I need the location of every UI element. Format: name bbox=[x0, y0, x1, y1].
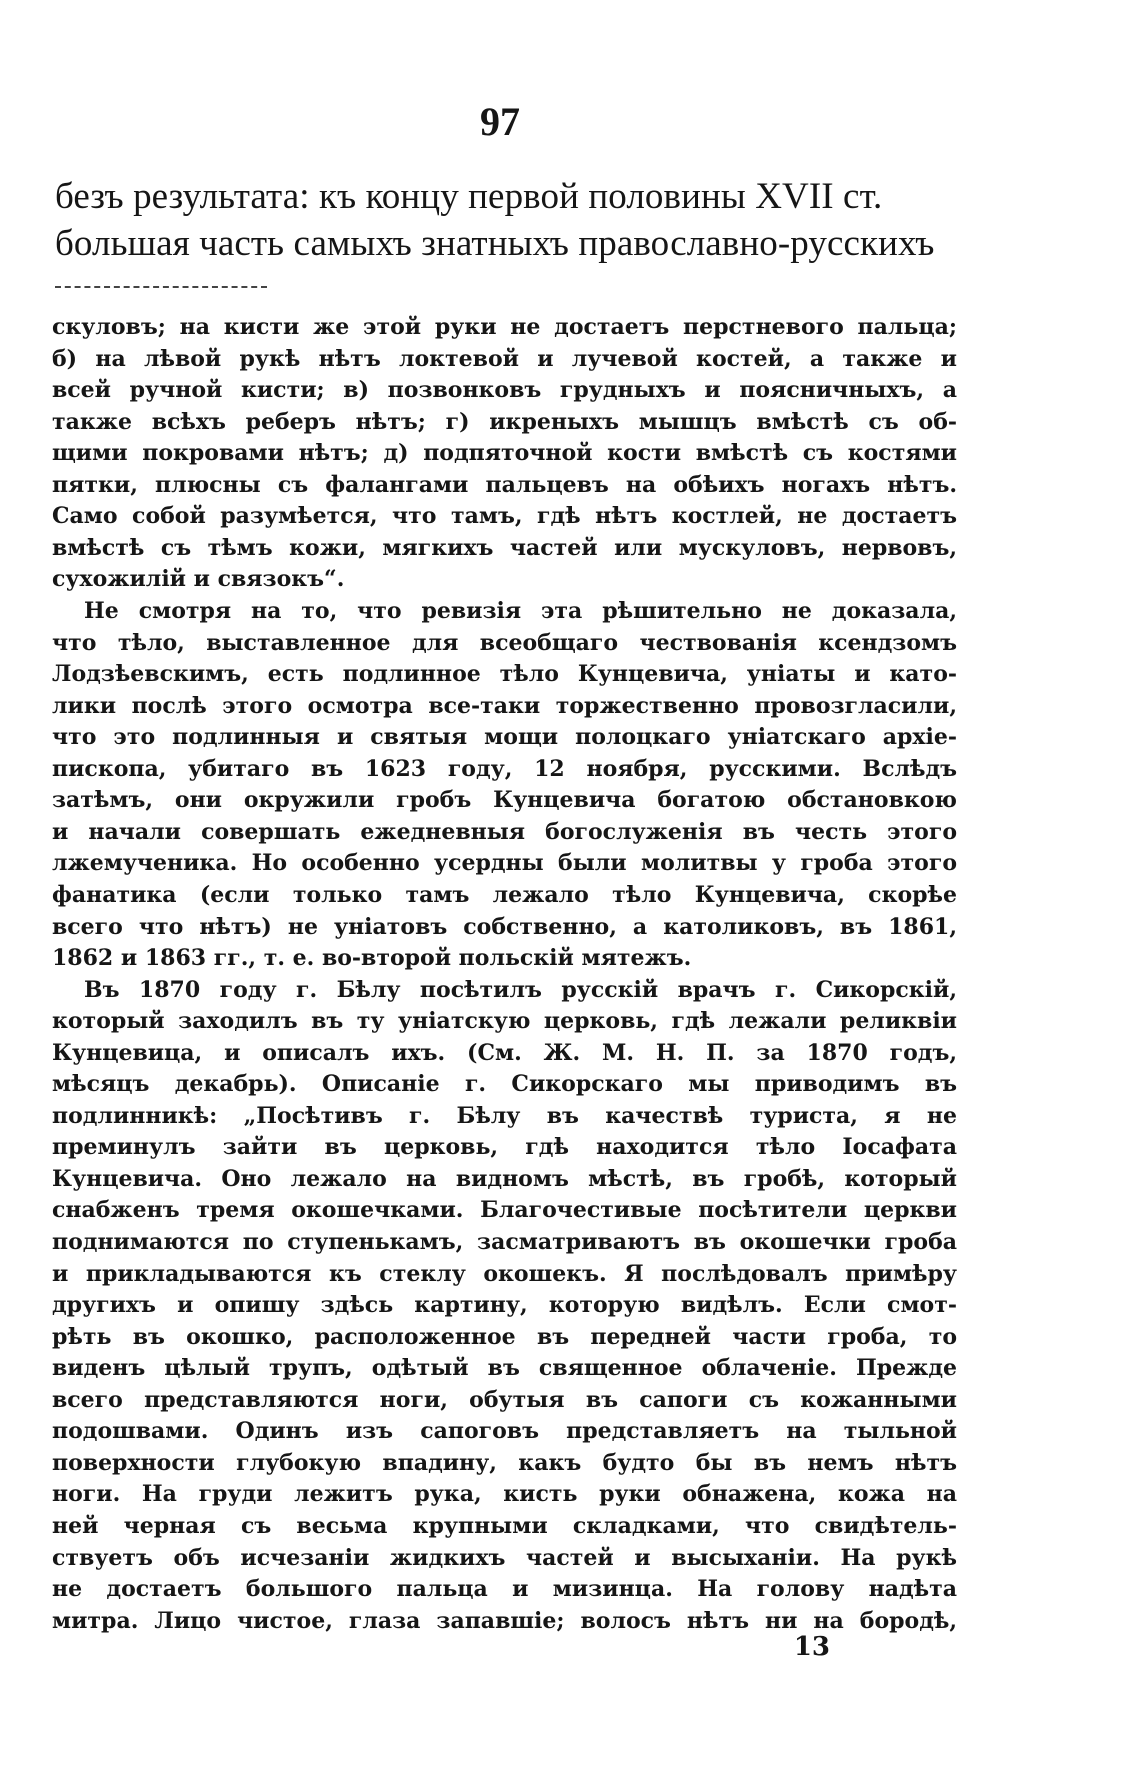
text-line: лжемученика. Но особенно усердны были молитвы у гроба этого bbox=[52, 850, 957, 877]
text-line: скуловъ; на кисти же этой руки не достаетъ перстневого пальца; bbox=[52, 314, 957, 340]
text-line: что это подлинныя и святыя мощи полоцкаго уніатскаго архіе- bbox=[52, 724, 957, 751]
text-line: пятки, плюсны съ фалангами пальцевъ на обѣихъ ногахъ нѣтъ. bbox=[52, 471, 957, 498]
text-line: Не смотря на то, что ревизія эта рѣшительно не доказала, bbox=[84, 598, 957, 624]
text-line: сухожилій и связокъ“. bbox=[52, 566, 345, 593]
text-line: лики послѣ этого осмотра все-таки торжественно провозгласили, bbox=[52, 692, 957, 719]
text-line: всего что нѣтъ) не уніатовъ собственно, а католиковъ, въ 1861, bbox=[52, 913, 957, 940]
text-line: снабженъ тремя окошечками. Благочестивые посѣтители церкви bbox=[52, 1197, 957, 1224]
text-line: пископа, убитаго въ 1623 году, 12 ноября, русскими. Вслѣдъ bbox=[52, 755, 957, 782]
text-line: преминулъ зайти въ церковь, гдѣ находится тѣло Іосафата bbox=[52, 1134, 957, 1161]
text-line: Кунцевича. Оно лежало на видномъ мѣстѣ, въ гробѣ, который bbox=[52, 1165, 957, 1192]
text-line: поднимаются по ступенькамъ, засматриваютъ въ окошечки гроба bbox=[52, 1229, 957, 1255]
page-number: 97 bbox=[480, 99, 520, 144]
text-line: поверхности глубокую впадину, какъ будто бы въ немъ нѣтъ bbox=[52, 1449, 957, 1476]
text-line: подошвами. Одинъ изъ сапоговъ представляетъ на тыльной bbox=[52, 1418, 957, 1445]
text-line: и начали совершать ежедневныя богослуженія въ честь этого bbox=[52, 818, 957, 845]
text-line: Кунцевица, и описалъ ихъ. (См. Ж. М. Н. П. за 1870 годъ, bbox=[52, 1039, 957, 1066]
text-line: Само собой разумѣется, что тамъ, гдѣ нѣтъ костлей, не достаетъ bbox=[52, 503, 957, 530]
text-line: ней черная съ весьма крупными складками, что свидѣтель- bbox=[52, 1512, 957, 1539]
text-line: всей ручной кисти; в) позвонковъ грудныхъ и поясничныхъ, а bbox=[52, 377, 957, 404]
text-line: щими покровами нѣтъ; д) подпяточной кости вмѣстѣ съ костями bbox=[52, 440, 957, 467]
top-line-2: большая часть самыхъ знатныхъ православно-русскихъ bbox=[55, 223, 935, 264]
text-line: виденъ цѣлый трупъ, одѣтый въ священное облаченіе. Прежде bbox=[52, 1355, 957, 1382]
text-line: 1862 и 1863 гг., т. е. во-второй польскій мятежъ. bbox=[52, 945, 692, 971]
text-line: затѣмъ, они окружили гробъ Кунцевича богатою обстановкою bbox=[52, 787, 957, 814]
text-line: который заходилъ въ ту уніатскую церковь, гдѣ лежали реликвіи bbox=[52, 1008, 957, 1035]
text-line: б) на лѣвой рукѣ нѣтъ локтевой и лучевой костей, а также и bbox=[52, 345, 957, 372]
text-line: вмѣстѣ съ тѣмъ кожи, мягкихъ частей или мускуловъ, нервовъ, bbox=[52, 534, 957, 561]
signature-mark: 13 bbox=[793, 1632, 830, 1662]
text-line: фанатика (если только тамъ лежало тѣло Кунцевича, скорѣе bbox=[52, 881, 957, 908]
text-line: рѣть въ окошко, расположенное въ передней части гроба, то bbox=[52, 1323, 957, 1350]
text-line: Лодзѣевскимъ, есть подлинное тѣло Кунцевича, уніаты и като- bbox=[52, 661, 957, 687]
text-line: что тѣло, выставленное для всеобщаго чествованія ксендзомъ bbox=[52, 629, 957, 656]
text-line: мѣсяцъ декабрь). Описаніе г. Сикорскаго мы приводимъ въ bbox=[52, 1071, 957, 1098]
text-line: и прикладываются къ стеклу окошекъ. Я послѣдовалъ примѣру bbox=[52, 1260, 957, 1287]
text-line: подлинникѣ: „Посѣтивъ г. Бѣлу въ качествѣ туриста, я не bbox=[52, 1102, 957, 1129]
text-line: ноги. На груди лежитъ рука, кисть руки обнажена, кожа на bbox=[52, 1481, 957, 1508]
text-line: всего представляются ноги, обутыя въ сапоги съ кожанными bbox=[52, 1386, 957, 1413]
text-line: ствуетъ объ исчезаніи жидкихъ частей и высыханіи. На рукѣ bbox=[52, 1544, 957, 1571]
text-line: другихъ и опишу здѣсь картину, которую видѣлъ. Если смот- bbox=[52, 1292, 957, 1319]
footnote-separator bbox=[55, 286, 267, 288]
text-line: не достаетъ большого пальца и мизинца. На голову надѣта bbox=[52, 1576, 957, 1602]
top-line-1: безъ результата: къ концу первой половины XVII ст. bbox=[55, 176, 883, 217]
text-line: митра. Лицо чистое, глаза запавшіе; волосъ нѣтъ ни на бородѣ, bbox=[52, 1607, 957, 1634]
text-line: также всѣхъ реберъ нѣтъ; г) икреныхъ мышцъ вмѣстѣ съ об- bbox=[52, 408, 957, 435]
text-line: Въ 1870 году г. Бѣлу посѣтилъ русскій врачъ г. Сикорскій, bbox=[84, 976, 957, 1003]
